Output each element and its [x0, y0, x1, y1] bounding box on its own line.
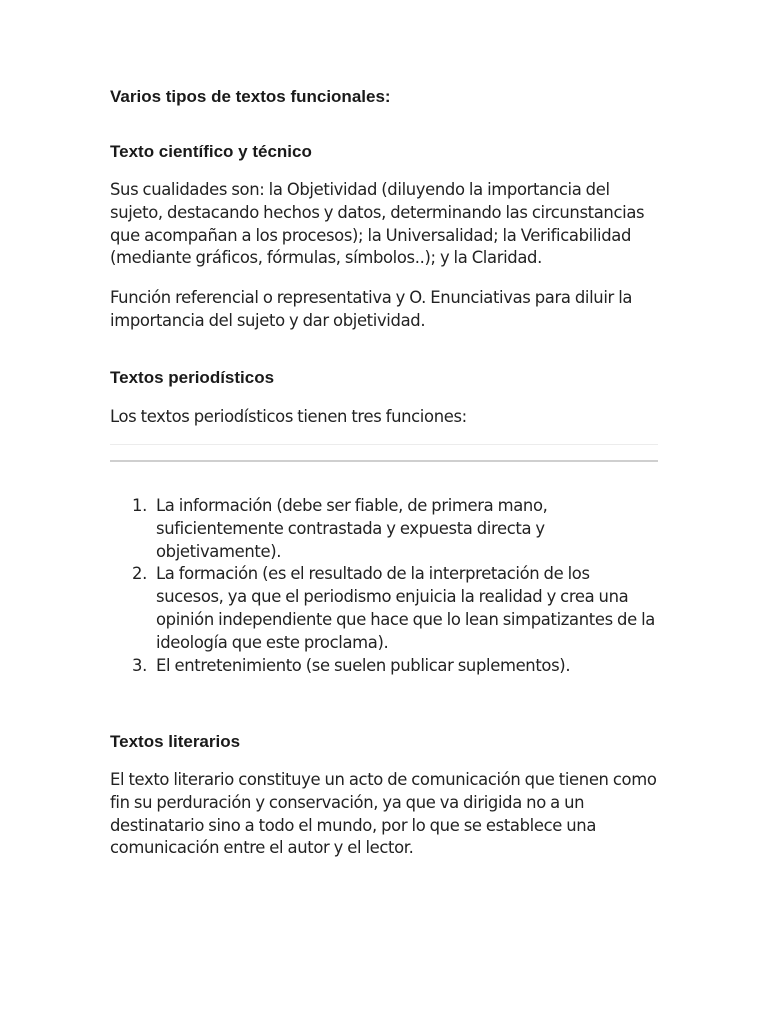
paragraph-funcion-referencial: Función referencial o representativa y O. Enunciativas para diluir la importancia del sujeto y dar objetividad.: [110, 288, 633, 330]
section-heading-periodisticos: Textos periodísticos: [110, 368, 275, 387]
list-item-number: 2.: [132, 564, 147, 584]
divider: [110, 460, 658, 462]
section-heading-cientifico: Texto científico y técnico: [110, 142, 312, 161]
document-title: Varios tipos de textos funcionales:: [110, 87, 391, 106]
list-item-text: La formación (es el resultado de la interpretación de los sucesos, ya que el periodismo enjuicia la realidad y crea una opinión independiente que hace que lo lean simpatizantes de la ideología que este proclama).: [156, 564, 655, 652]
list-item: [110, 563, 658, 654]
list-item-text: El entretenimiento (se suelen publicar suplementos).: [156, 655, 571, 675]
divider-light: [110, 444, 658, 445]
list-item-text: La información (debe ser fiable, de primera mano, suficientemente contrastada y expuesta directa y objetivamente).: [156, 496, 548, 561]
paragraph-literarios: El texto literario constituye un acto de comunicación que tienen como fin su perduración y conservación, ya que va dirigida no a un destinatario sino a todo el mundo, por lo que se establece una comunicación entre el autor y el lector.: [110, 770, 657, 858]
paragraph-periodisticos-intro: Los textos periodísticos tienen tres funciones:: [110, 407, 467, 426]
paragraph-cualidades: Sus cualidades son: la Objetividad (diluyendo la importancia del sujeto, destacando hechos y datos, determinando las circunstancias que acompañan a los procesos); la Universalidad; la Verificabilidad (mediante gráficos, fórmulas, símbolos..); y la Claridad.: [110, 180, 645, 268]
list-item: [110, 495, 658, 563]
list-item-number: 1.: [132, 496, 147, 515]
section-heading-literarios: Textos literarios: [110, 732, 241, 751]
list-item-number: 3.: [132, 655, 147, 675]
list-item: [110, 655, 658, 678]
funciones-list: [110, 495, 658, 677]
